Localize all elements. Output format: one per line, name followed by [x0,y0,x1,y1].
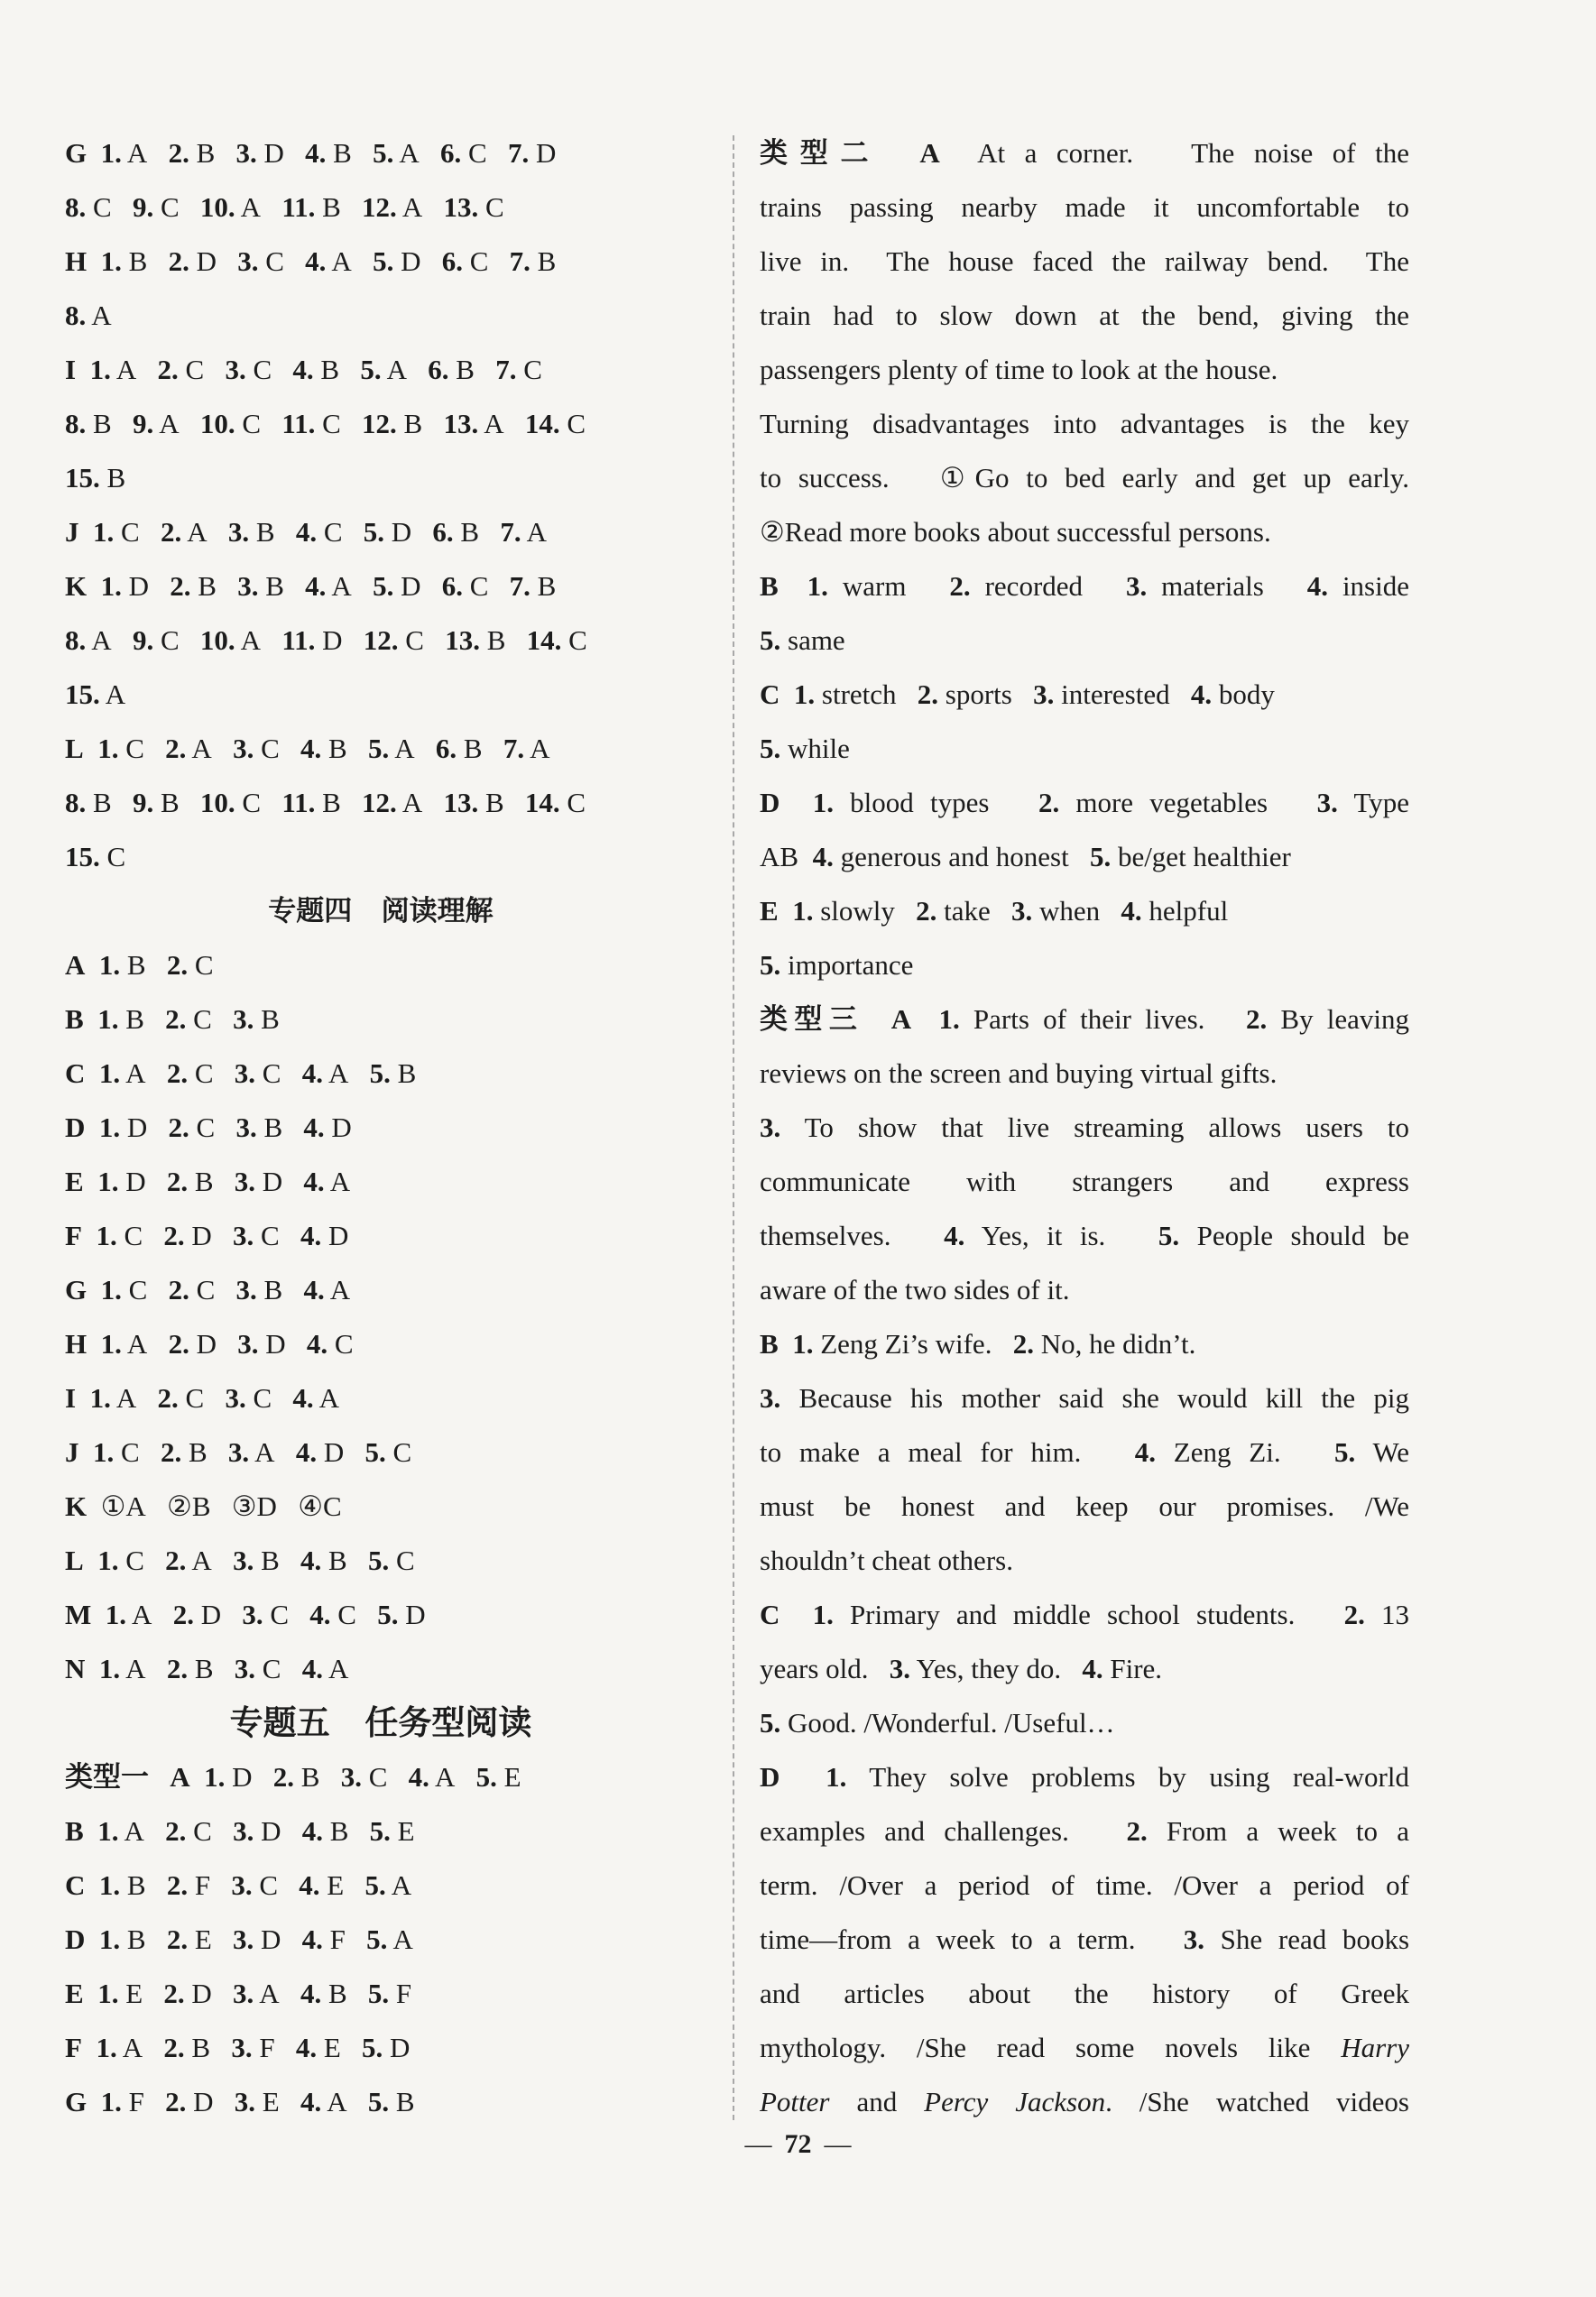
answer-line: B 1. B 2. C 3. B [65,1003,280,1035]
answer-line: I 1. A 2. C 3. C 4. A [65,1382,340,1414]
answer-line: A 1. B 2. C [65,949,214,981]
answer-line: 5. while [760,733,850,764]
answer-line: to make a meal for him. 4. Zeng Zi. 5. We [760,1436,1409,1468]
left-column [65,126,697,2129]
column-divider [733,135,734,2120]
answer-line: E 1. slowly 2. take 3. when 4. helpful [760,895,1229,927]
answer-line: B 1. warm 2. recorded 3. materials 4. inside [760,570,1409,602]
answer-line: L 1. C 2. A 3. B 4. B 5. C [65,1545,415,1576]
answer-line: C 1. stretch 2. sports 3. interested 4. body [760,678,1275,710]
answer-line: 8. A [65,300,112,331]
answer-line: Turning disadvantages into advantages is the key [760,408,1409,439]
answer-line: and articles about the history of Greek [760,1978,1409,2009]
answer-line: themselves. 4. Yes, it is. 5. People should be [760,1220,1409,1251]
answer-line: D 1. D 2. C 3. B 4. D [65,1112,352,1143]
answer-line: E 1. D 2. B 3. D 4. A [65,1166,351,1197]
answer-line: train had to slow down at the bend, giving the [760,300,1409,331]
answer-line: 15. B [65,462,126,494]
answer-line: F 1. C 2. D 3. C 4. D [65,1220,349,1251]
answer-line: mythology. /She read some novels like Harry [760,2032,1409,2063]
answer-line: 3. To show that live streaming allows users to [760,1112,1409,1143]
answer-line: G 1. A 2. B 3. D 4. B 5. A 6. C 7. D [65,137,557,169]
answer-line: E 1. E 2. D 3. A 4. B 5. F [65,1978,412,2009]
answer-line: passengers plenty of time to look at the house. [760,354,1278,385]
page-number: — 72 — [0,2129,1596,2160]
answer-line: F 1. A 2. B 3. F 4. E 5. D [65,2032,411,2063]
answer-line: D 1. B 2. E 3. D 4. F 5. A [65,1923,413,1955]
answer-line: communicate with strangers and express [760,1166,1409,1197]
answer-line: years old. 3. Yes, they do. 4. Fire. [760,1653,1163,1684]
answer-line: D 1. blood types 2. more vegetables 3. Type [760,787,1409,818]
answer-line: K ①A ②B ③D ④C [65,1490,342,1522]
answer-line: 8. A 9. C 10. A 11. D 12. C 13. B 14. C [65,624,587,656]
answer-line: 3. Because his mother said she would kill the pig [760,1382,1409,1414]
answer-line: to success. ①Go to bed early and get up early. [760,462,1409,494]
answer-line: I 1. A 2. C 3. C 4. B 5. A 6. B 7. C [65,354,542,385]
answer-line: 5. Good. /Wonderful. /Useful… [760,1707,1115,1739]
answer-line: J 1. C 2. B 3. A 4. D 5. C [65,1436,412,1468]
answer-line: H 1. A 2. D 3. D 4. C [65,1328,354,1360]
answer-line: AB 4. generous and honest 5. be/get healthier [760,841,1291,872]
answer-line: L 1. C 2. A 3. C 4. B 5. A 6. B 7. A [65,733,550,764]
answer-line: D 1. They solve problems by using real-world [760,1761,1409,1793]
answer-line: ②Read more books about successful persons. [760,516,1271,548]
answer-line: 类型二 A At a corner. The noise of the [760,137,1409,170]
answer-line: live in. The house faced the railway bend. The [760,245,1409,277]
answer-line: 8. B 9. B 10. C 11. B 12. A 13. B 14. C [65,787,586,818]
answer-line: H 1. B 2. D 3. C 4. A 5. D 6. C 7. B [65,245,557,277]
answer-line: 类型三 A 1. Parts of their lives. 2. By leaving [760,1003,1409,1036]
answer-line: Potter and Percy Jackson. /She watched videos [760,2086,1409,2117]
answer-line: J 1. C 2. A 3. B 4. C 5. D 6. B 7. A [65,516,548,548]
answer-line: K 1. D 2. B 3. B 4. A 5. D 6. C 7. B [65,570,557,602]
answer-line: must be honest and keep our promises. /We [760,1490,1409,1522]
section-heading: 专题四 阅读理解 [268,895,494,927]
answer-line: examples and challenges. 2. From a week to a [760,1815,1409,1847]
answer-line: 5. same [760,624,845,656]
answer-line: N 1. A 2. B 3. C 4. A [65,1653,349,1684]
answer-line: C 1. A 2. C 3. C 4. A 5. B [65,1057,417,1089]
answer-line: 8. B 9. A 10. C 11. C 12. B 13. A 14. C [65,408,586,439]
answer-line: 15. C [65,841,126,872]
answer-line: G 1. F 2. D 3. E 4. A 5. B [65,2086,415,2117]
answer-line: C 1. B 2. F 3. C 4. E 5. A [65,1869,412,1901]
answer-line: reviews on the screen and buying virtual gifts. [760,1057,1278,1089]
answer-line: time—from a week to a term. 3. She read books [760,1923,1409,1955]
answer-line: G 1. C 2. C 3. B 4. A [65,1274,351,1305]
answer-line: 8. C 9. C 10. A 11. B 12. A 13. C [65,191,504,223]
answer-line: C 1. Primary and middle school students. 2. 13 [760,1599,1409,1630]
answer-line: B 1. A 2. C 3. D 4. B 5. E [65,1815,415,1847]
answer-line: term. /Over a period of time. /Over a period of [760,1869,1409,1901]
answer-line: 类型一 A 1. D 2. B 3. C 4. A 5. E [65,1761,521,1794]
answer-line: B 1. Zeng Zi’s wife. 2. No, he didn’t. [760,1328,1196,1360]
answer-line: M 1. A 2. D 3. C 4. C 5. D [65,1599,426,1630]
section-heading: 专题五 任务型阅读 [229,1703,532,1742]
answer-line: 15. A [65,678,126,710]
answer-line: shouldn’t cheat others. [760,1545,1013,1576]
answer-line: 5. importance [760,949,914,981]
answer-line: aware of the two sides of it. [760,1274,1070,1305]
right-column [760,126,1409,2129]
answer-line: trains passing nearby made it uncomfortable to [760,191,1409,223]
